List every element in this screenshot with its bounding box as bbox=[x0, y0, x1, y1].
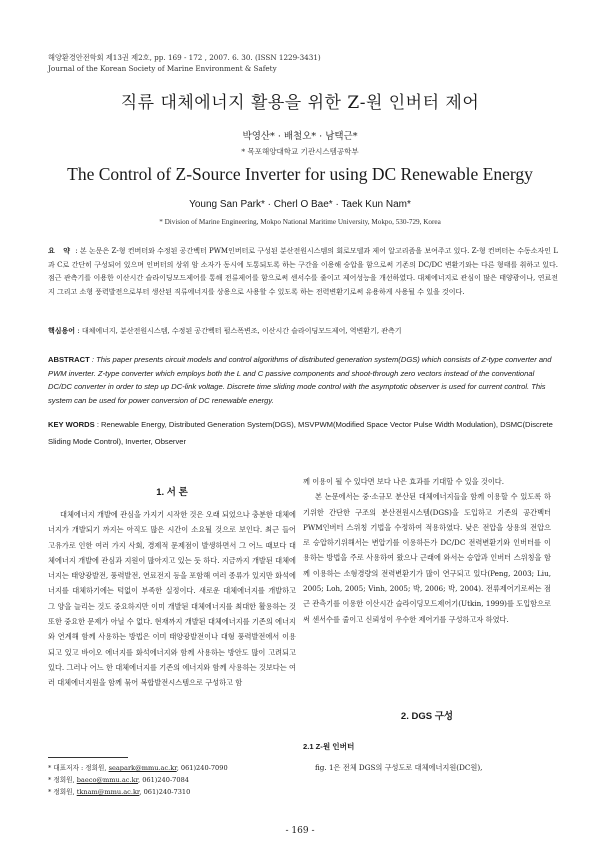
footnote-1-suffix: , 061)240-7090 bbox=[176, 764, 228, 772]
title-english: The Control of Z-Source Inverter for using DC Renewable Energy bbox=[67, 164, 533, 184]
keywords-english bbox=[48, 416, 558, 450]
abstract-korean-text: : 본 논문은 Z-형 컨버터와 수정된 공간벡터 PWM인버터로 구성된 분산전원시스템의 회로모델과 제어 알고리즘을 보여주고 있다. Z-형 컨버터는 수동소자인 L과 C로 간단히 구성되어 있으며 인버터의 상위 암 소자가 동시에 도통되도록 하는 구간을 이용해 승압을 함으로써 기존의 DC/DC 변환기와는 다른 형태를 취하고 있다. 점근 관측기를 이용한 이산시간 슬라이딩모드제어를 통해 전류제어를 함으로써 센서수를 줄이고 제어성능을 개선하였다. 대체에너지로 관심이 많은 태양광이나, 연료전지 그리고 소형 풍력발전으로부터 생산된 직류에너지를 상용으로 사용할 수 있도록 하는 전력변환기로써 유용하게 사용될 수 있을 것이다. bbox=[48, 247, 558, 296]
footnote-1 bbox=[48, 762, 228, 774]
footnote-2-email-link[interactable]: baeco@mmu.ac.kr bbox=[76, 776, 139, 785]
authors-korean: 박영산* · 배철오* · 남택근* bbox=[242, 131, 358, 142]
footnote-2-prefix: * 정회원, bbox=[48, 776, 77, 785]
footnote-3-prefix: * 정회원, bbox=[48, 788, 77, 797]
footnote-3 bbox=[48, 786, 228, 798]
journal-header-line1: 해양환경안전학회 제13권 제2호, pp. 169 - 172 , 2007. 6. 30. (ISSN 1229-3431) bbox=[48, 53, 321, 62]
section-1-heading: 1. 서 론 bbox=[156, 487, 188, 498]
authors-english: Young San Park* · Cherl O Bae* · Taek Kun Nam* bbox=[189, 199, 411, 210]
section-2-text bbox=[303, 760, 551, 775]
footnote-3-email-link[interactable]: tknam@mmu.ac.kr bbox=[76, 788, 140, 797]
journal-header bbox=[48, 52, 321, 74]
title-korean: 직류 대체에너지 활용을 위한 Z-원 인버터 제어 bbox=[120, 93, 480, 113]
keywords-english-label: KEY WORDS bbox=[48, 420, 95, 429]
footnote-3-suffix: , 061)240-7310 bbox=[139, 788, 191, 797]
footnote-2 bbox=[48, 774, 228, 786]
journal-header-line2: Journal of the Korean Society of Marine Environment & Safety bbox=[48, 64, 277, 73]
abstract-korean bbox=[48, 244, 558, 299]
abstract-english-label: ABSTRACT bbox=[48, 355, 90, 364]
affiliation-korean: * 목포해양대학교 기관시스템공학부 bbox=[241, 147, 359, 156]
subsection-2-1-heading: 2.1 Z-원 인버터 bbox=[303, 742, 355, 751]
abstract-english-text: : This paper presents circuit models and control algorithms of distributed generation system(DGS) which consists of Z-type converter and PWM inverter. Z-type converter which employs both the L and C passive components and shoot-through zero vectors instead of the conventional DC/DC converter in order to step up DC-link voltage. Discrete time sliding mode control with the asymptotic observer is used for current control. This system can be used for power conversion of DC renewable energy. bbox=[48, 355, 552, 405]
keywords-korean bbox=[48, 326, 558, 336]
section-2-heading: 2. DGS 구성 bbox=[400, 711, 454, 722]
section-1-right-column bbox=[303, 474, 551, 627]
keywords-korean-text: : 대체에너지, 분산전원시스템, 수정된 공간벡터 펄스폭변조, 이산시간 슬라이딩모드제어, 역변환기, 관측기 bbox=[75, 327, 402, 335]
section-1-left-column bbox=[48, 507, 296, 691]
footnotes bbox=[48, 762, 228, 799]
footnote-1-prefix: * 대표저자 : 정회원, bbox=[48, 764, 109, 772]
footnote-1-email-link[interactable]: seapark@mmu.ac.kr bbox=[108, 764, 177, 772]
abstract-english bbox=[48, 353, 558, 407]
section-1-paragraph-1: 대체에너지 개발에 관심을 가지기 시작한 것은 오래 되었으나 충분한 대체에너지가 개발되기 까지는 아직도 많은 시간이 소요될 것으로 보인다. 최근 들어 고유가로 인한 여러 가지 사회, 경제적 문제점이 발생하면서 그 어느 때보다 대체에너지 개발에 관심과 지원이 많아지고 있는 듯 하다. 지금까지 개발된 대체에너지는 태양광발전, 풍력발전, 연료전지 등을 포함해 여러 종류가 있지만 화석에너지를 대체하기에는 턱없이 부족한 실정이다. 새로운 대체에너지를 개발하고 그 양을 늘리는 것도 중요하지만 이미 개발된 대체에너지를 최대한 활용하는 것 또한 중요한 문제가 아닐 수 없다. 현재까지 개발된 대체에너지를 기존의 에너지와 연계해 함께 사용하는 방법은 이미 태양광발전이나 대형 풍력발전에서 이용되고 있고 바이오 에너지를 화석에너지와 함께 사용하는 방안도 많이 고려되고 있다. 그러나 어느 한 대체에너지를 기존의 에너지와 함께 사용하는 것보다는 여러 대체에너지원을 함께 묶어 복합발전시스템으로 구성하고 함 bbox=[48, 510, 296, 688]
section-2-paragraph-1: fig. 1은 전체 DGS의 구성도로 대체에너지원(DC원), bbox=[315, 763, 483, 772]
footnote-2-suffix: , 061)240-7084 bbox=[138, 776, 189, 785]
affiliation-english: * Division of Marine Engineering, Mokpo National Maritime University, Mokpo, 530-729, Korea bbox=[159, 218, 441, 226]
keywords-english-text: : Renewable Energy, Distributed Generation System(DGS), MSVPWM(Modified Space Vector Pulse Width Modulation), DSMC(Discrete Sliding Mode Control), Inverter, Observer bbox=[48, 420, 553, 446]
keywords-korean-label: 핵심용어 bbox=[48, 326, 76, 335]
section-1-paragraph-1-continued: 께 이용이 될 수 있다면 보다 나은 효과를 기대할 수 있을 것이다. bbox=[303, 477, 504, 486]
footnote-divider bbox=[48, 757, 128, 758]
page-number: - 169 - bbox=[285, 826, 315, 836]
section-1-paragraph-2: 본 논문에서는 중·소규모 분산된 대체에너지들을 함께 이용할 수 있도록 하기위한 간단한 구조의 분산전원시스템(DGS)을 도입하고 기존의 공간벡터 PWM인버터 스위칭 기법을 수정하여 적용하였다. 낮은 전압을 상용의 전압으로 승압하기위해서는 변압기를 이용하든가 DC/DC 전력변환기와 인버터를 이용하는 방법을 주로 사용하여 왔으나 근래에 와서는 승압과 인버터 스위칭을 함께 이용하는 소형경량의 전력변환기가 많이 연구되고 있다(Peng, 2003; Liu, 2005; Loh, 2005; Vinh, 2005; 박, 2006; 박, 2004). 전류제어기로써는 점근 관측기를 이용한 이산시간 슬라이딩모드제어기(Utkin, 1999)를 도입함으로써 센서수를 줄이고 신뢰성이 우수한 제어기를 구성하고자 하였다. bbox=[303, 492, 551, 624]
abstract-korean-label: 요 약 bbox=[48, 246, 74, 255]
